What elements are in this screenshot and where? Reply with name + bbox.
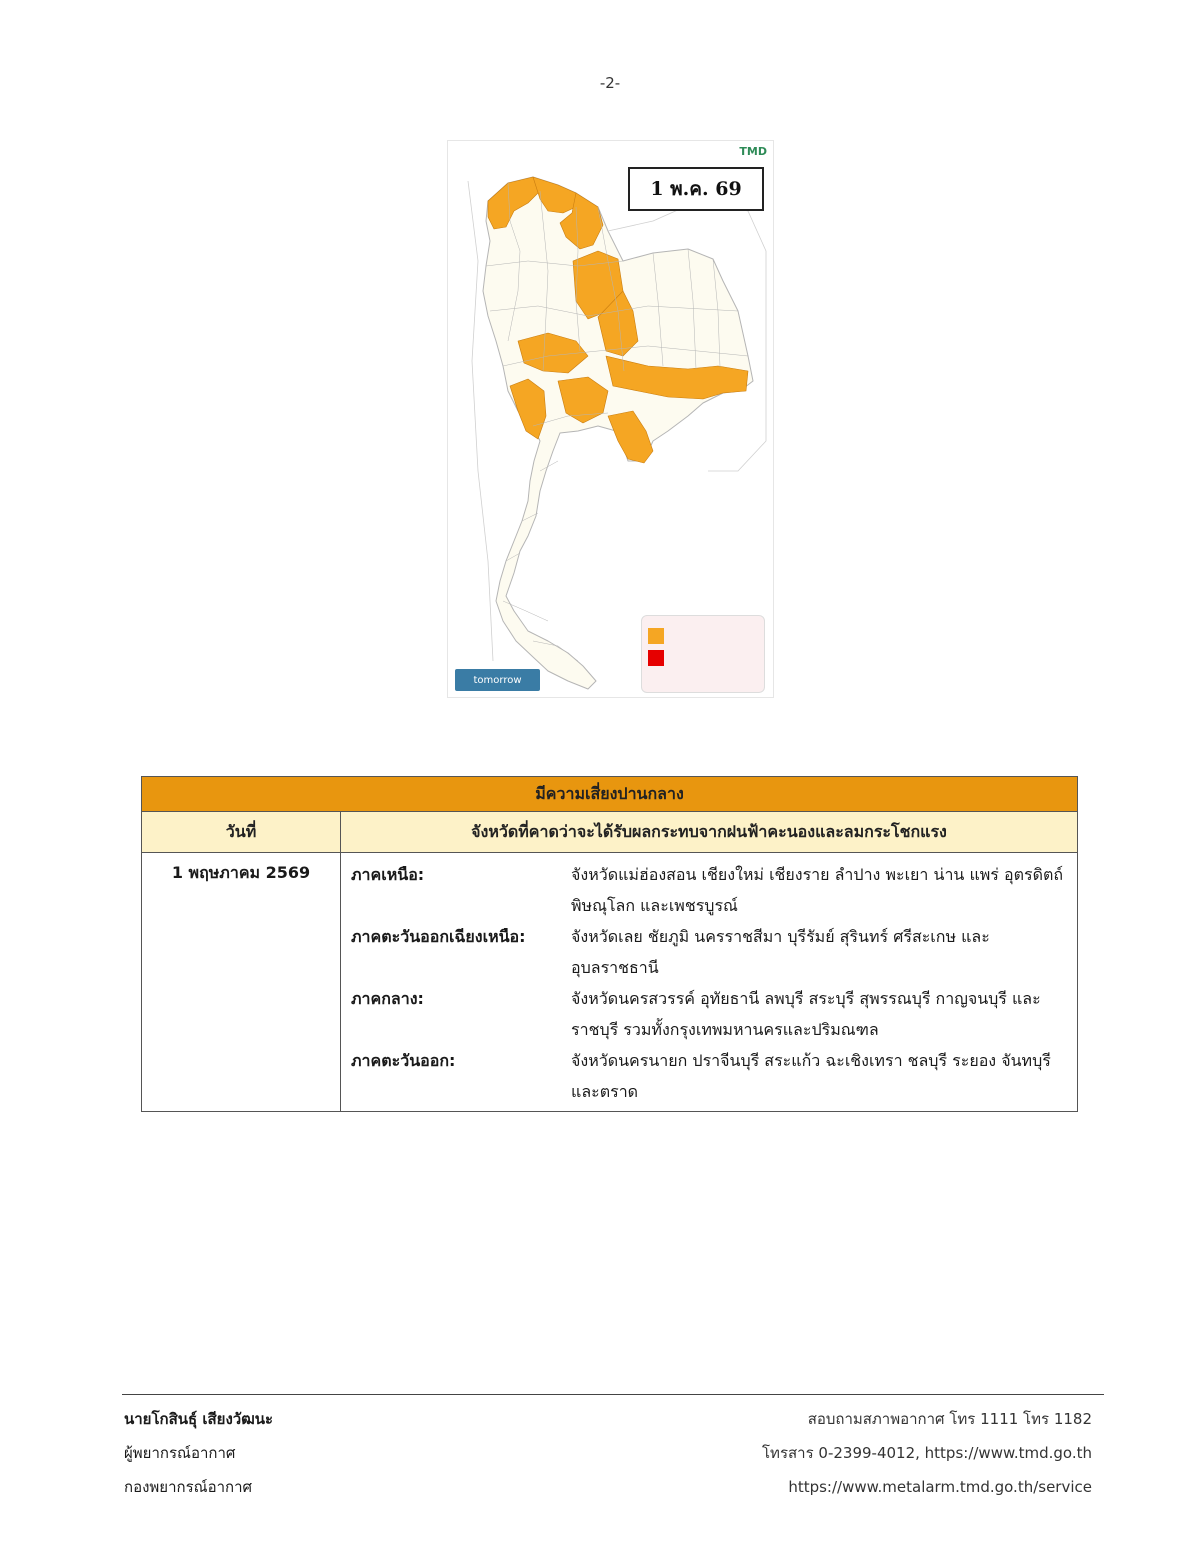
forecaster-title: ผู้พยากรณ์อากาศ xyxy=(124,1444,236,1462)
tomorrow-brand-badge: tomorrow xyxy=(455,669,540,691)
risk-table xyxy=(141,776,1078,1112)
region-provinces: จังหวัดนครนายก ปราจีนบุรี สระแก้ว ฉะเชิงเทรา ชลบุรี ระยอง จันทบุรี และตราด xyxy=(571,1051,1051,1101)
region-row xyxy=(351,1045,1067,1107)
tmd-logo: TMD xyxy=(739,145,767,158)
footer-divider xyxy=(122,1394,1104,1395)
map-header-text xyxy=(452,145,702,167)
contact-phone: สอบถามสภาพอากาศ โทร 1111 โทร 1182 xyxy=(807,1410,1092,1428)
region-name: ภาคกลาง: xyxy=(351,989,424,1008)
provinces-column-header: จังหวัดที่คาดว่าจะได้รับผลกระทบจากฝนฟ้าคะนองและลมกระโชกแรง xyxy=(341,812,1078,853)
region-name: ภาคตะวันออกเฉียงเหนือ: xyxy=(351,927,526,946)
footer-signature xyxy=(124,1402,273,1504)
contact-service-link[interactable]: https://www.metalarm.tmd.go.th/service xyxy=(788,1478,1092,1496)
map-date-label: 1 พ.ค. 69 xyxy=(628,167,764,211)
region-provinces: จังหวัดเลย ชัยภูมิ นครราชสีมา บุรีรัมย์ สุรินทร์ ศรีสะเกษ และอุบลราชธานี xyxy=(571,927,990,977)
legend-item-high xyxy=(648,650,758,666)
risk-map xyxy=(447,140,774,698)
region-name: ภาคตะวันออก: xyxy=(351,1051,456,1070)
thailand-map xyxy=(448,141,773,697)
legend-swatch-moderate xyxy=(648,628,664,644)
region-provinces: จังหวัดแม่ฮ่องสอน เชียงใหม่ เชียงราย ลำปาง พะเยา น่าน แพร่ อุตรดิตถ์ พิษณุโลก และเพชรบูรณ์ xyxy=(571,865,1064,915)
region-name: ภาคเหนือ: xyxy=(351,865,425,884)
contact-fax-website[interactable]: โทรสาร 0-2399-4012, https://www.tmd.go.th xyxy=(762,1444,1092,1462)
legend-item-moderate xyxy=(648,628,758,644)
forecaster-name: นายโกสินธุ์ เสียงวัฒนะ xyxy=(124,1410,274,1428)
regions-cell xyxy=(341,853,1078,1112)
region-provinces: จังหวัดนครสวรรค์ อุทัยธานี ลพบุรี สระบุรี สุพรรณบุรี กาญจนบุรี และราชบุรี รวมทั้งกรุงเทพมหานครและปริมณฑล xyxy=(571,989,1041,1039)
date-column-header: วันที่ xyxy=(142,812,341,853)
department-name: กองพยากรณ์อากาศ xyxy=(124,1478,253,1496)
region-row xyxy=(351,921,1067,983)
risk-level-header: มีความเสี่ยงปานกลาง xyxy=(142,777,1078,812)
forecast-date: 1 พฤษภาคม 2569 xyxy=(142,853,341,1112)
table-row xyxy=(142,853,1078,1112)
footer-contact xyxy=(762,1402,1092,1504)
region-row xyxy=(351,859,1067,921)
legend-swatch-high xyxy=(648,650,664,666)
map-legend xyxy=(641,615,765,693)
region-row xyxy=(351,983,1067,1045)
page-number: -2- xyxy=(599,74,621,92)
